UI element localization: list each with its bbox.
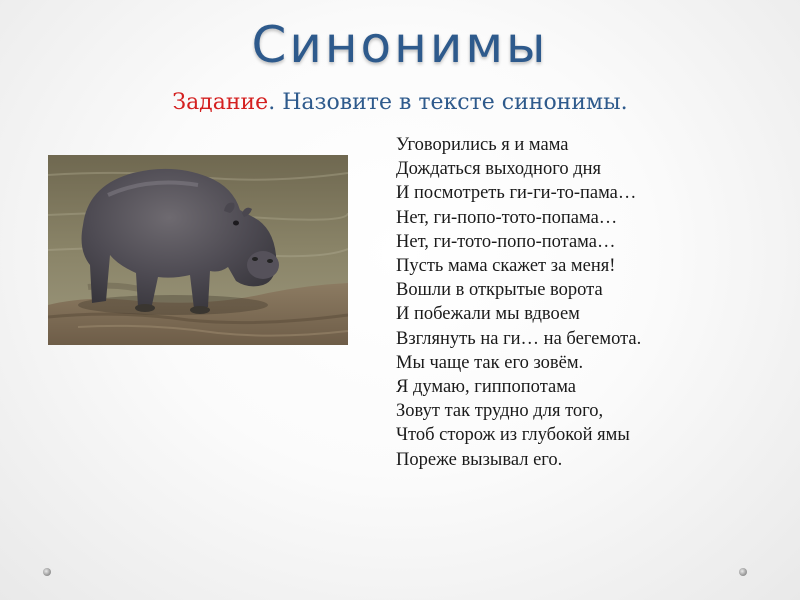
poem-line: Дождаться выходного дня <box>396 159 602 180</box>
poem-line: Нет, ги-тото-попо-потама… <box>396 231 616 252</box>
poem-line: Уговорились я и мама <box>396 135 569 155</box>
task-text: . Назовите в тексте синонимы. <box>268 90 628 115</box>
poem-line: Пореже вызывал его. <box>396 449 563 470</box>
poem-line: Мы чаще так его зовём. <box>396 352 584 373</box>
poem-line: Зовут так трудно для того, <box>396 401 604 422</box>
slide-title: Синонимы <box>251 16 549 74</box>
task-label: Задание <box>172 90 269 115</box>
poem-line: Пусть мама скажет за меня! <box>396 256 616 277</box>
task-line <box>0 86 800 120</box>
decorative-dot-right <box>739 568 747 576</box>
poem-line: Взглянуть на ги… на бегемота. <box>396 328 642 349</box>
poem-line: И побежали мы вдвоем <box>396 304 580 325</box>
poem-line: Нет, ги-попо-тото-попама… <box>396 207 618 228</box>
poem-line: И посмотреть ги-ги-то-пама… <box>396 183 637 204</box>
decorative-dot-left <box>43 568 51 576</box>
poem-line: Чтоб сторож из глубокой ямы <box>396 425 630 446</box>
hippo-photo <box>48 155 348 345</box>
poem-text <box>396 133 641 472</box>
poem-line: Я думаю, гиппопотама <box>396 377 577 398</box>
poem-line: Вошли в открытые ворота <box>396 280 603 301</box>
